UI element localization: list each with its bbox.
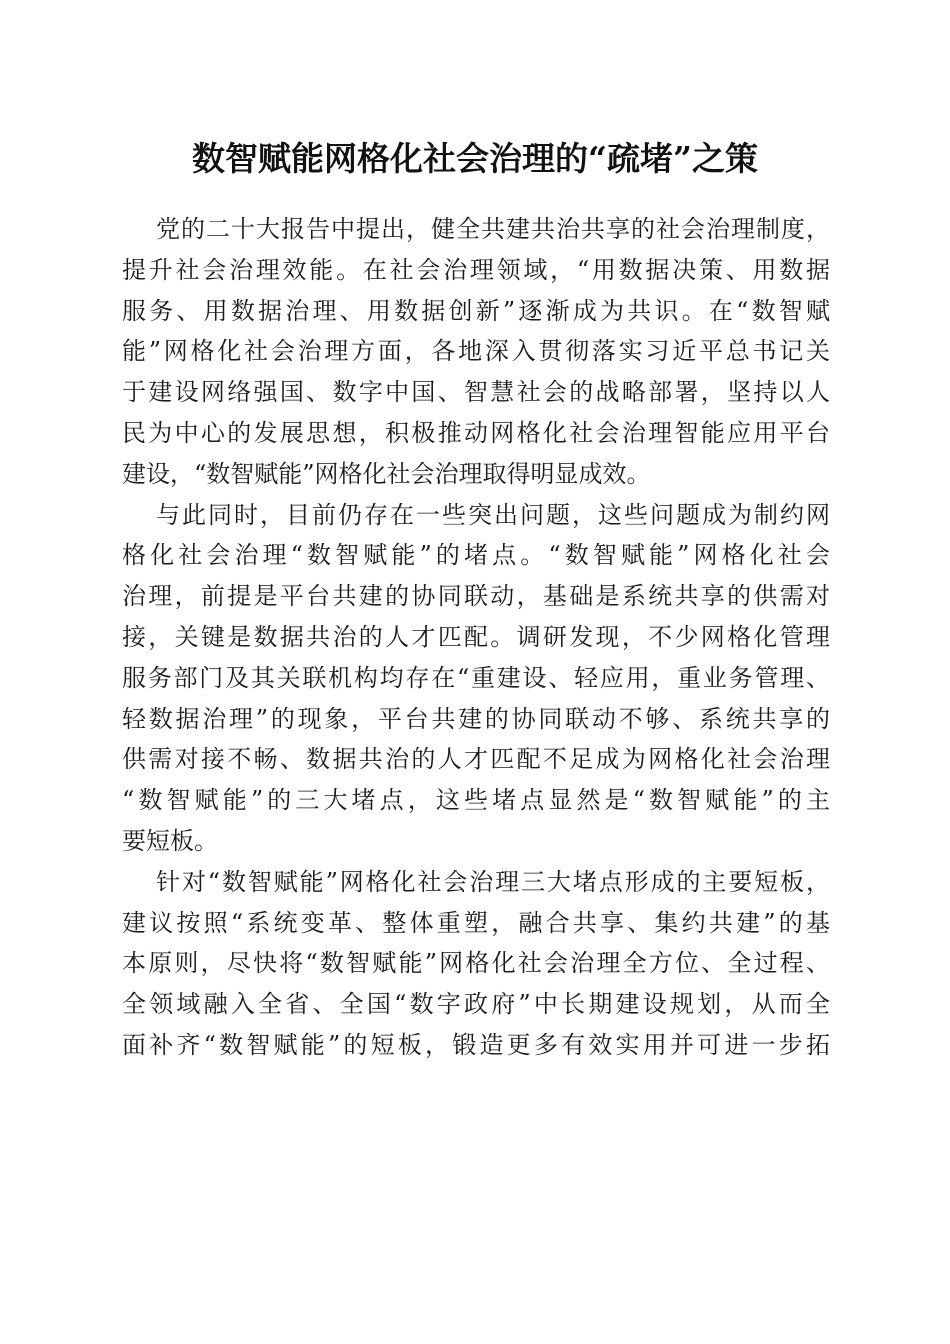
text-line: 要短板。	[122, 826, 218, 855]
text-line: 轻数据治理”的现象，平台共建的协同联动不够、系统共享的	[122, 704, 830, 733]
text-line: 建设，“数智赋能”网格化社会治理取得明显成效。	[122, 459, 651, 488]
text-line: 服务、用数据治理、用数据创新”逐渐成为共识。在“数智赋	[122, 296, 830, 325]
text-line: 提升社会治理效能。在社会治理领域，“用数据决策、用数据	[122, 255, 830, 284]
text-line: 建议按照“系统变革、整体重塑，融合共享、集约共建”的基	[122, 908, 830, 937]
paragraph-1	[122, 209, 830, 495]
text-line: 民为中心的发展思想，积极推动网格化社会治理智能应用平台	[122, 418, 830, 447]
text-line: 于建设网络强国、数字中国、智慧社会的战略部署，坚持以人	[122, 378, 830, 407]
text-line: 能”网格化社会治理方面，各地深入贯彻落实习近平总书记关	[122, 337, 830, 366]
document-title: 数智赋能网格化社会治理的“疏堵”之策	[192, 139, 758, 178]
text-line: 与此同时，目前仍存在一些突出问题，这些问题成为制约网	[156, 500, 830, 529]
text-line: 服务部门及其关联机构均存在“重建设、轻应用，重业务管理、	[122, 663, 830, 692]
paragraph-3	[122, 862, 830, 1066]
text-line: 针对“数智赋能”网格化社会治理三大堵点形成的主要短板，	[156, 867, 830, 896]
text-line: “数智赋能”的三大堵点，这些堵点显然是“数智赋能”的主	[122, 786, 830, 815]
document-body	[122, 209, 830, 1066]
text-line: 本原则，尽快将“数智赋能”网格化社会治理全方位、全过程、	[122, 949, 830, 978]
text-line: 面补齐“数智赋能”的短板，锻造更多有效实用并可进一步拓	[122, 1030, 830, 1059]
text-line: 接，关键是数据共治的人才匹配。调研发现，不少网格化管理	[122, 622, 830, 651]
text-line: 供需对接不畅、数据共治的人才匹配不足成为网格化社会治理	[122, 745, 830, 774]
paragraph-2	[122, 495, 830, 862]
text-line: 治理，前提是平台共建的协同联动，基础是系统共享的供需对	[122, 582, 830, 611]
text-line: 全领域融入全省、全国“数字政府”中长期建设规划，从而全	[122, 990, 830, 1019]
text-line: 格化社会治理“数智赋能”的堵点。“数智赋能”网格化社会	[122, 541, 830, 570]
text-line: 党的二十大报告中提出，健全共建共治共享的社会治理制度，	[156, 215, 830, 243]
